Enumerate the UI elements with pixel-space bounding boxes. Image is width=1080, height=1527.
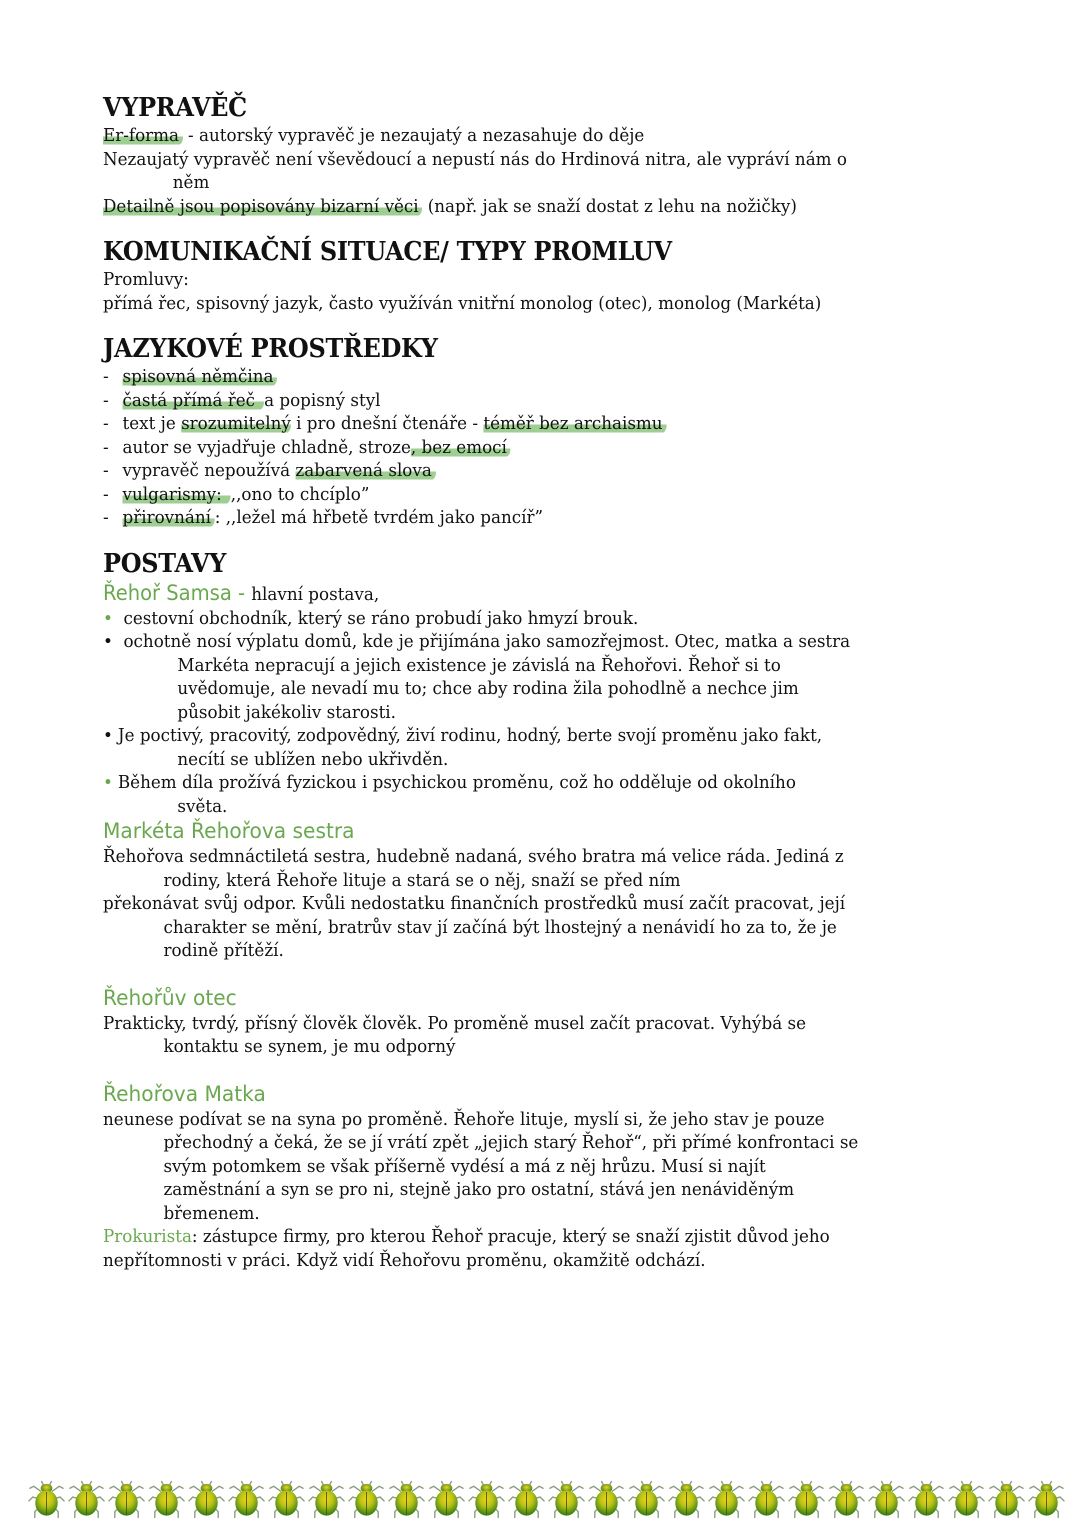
name-dash: - [231,580,252,605]
text-line-continued: zaměstnání a syn se pro ni, stejně jako pro ostatní, stává jen nenáviděným [163,1179,795,1200]
highlighted-text: téměř bez archaismu [483,413,666,434]
text-span: i pro dnešní čtenáře - [290,413,484,434]
section-title: KOMUNIKAČNÍ SITUACE/ TYPY PROMLUV [103,237,672,267]
highlighted-text: Detailně jsou popisovány bizarní věci [103,196,422,217]
beetle-icon [627,1478,666,1520]
character-prokurista [103,1225,1003,1272]
character-name: Řehoř Samsa [103,580,232,605]
section-title: VYPRAVĚČ [103,93,247,123]
text-line: Promluvy: [103,269,189,290]
text-line-continued: rodině přítěží. [163,940,284,961]
text-span: : zástupce firmy, pro kterou Řehoř pracuje, který se snaží zjistit důvod jeho [191,1226,830,1247]
beetle-icon [147,1478,186,1520]
highlighted-text: přirovnání [123,507,215,528]
text-line: překonávat svůj odpor. Kvůli nedostatku finančních prostředků musí začít pracovat, její [103,893,846,914]
beetle-icon [1027,1478,1066,1520]
highlighted-text: vulgarismy: [123,484,231,505]
character-matka [103,1081,1003,1226]
section-title: JAZYKOVÉ PROSTŘEDKY [103,334,438,364]
section-title: POSTAVY [103,548,227,579]
beetle-icon [387,1478,426,1520]
text-line-continued: světa. [177,795,228,817]
beetle-icon [27,1478,66,1520]
bullet-item [103,724,940,748]
text-span: vypravěč nepoužívá [122,460,296,481]
section-jazyk [103,333,1003,530]
bullet-item [103,771,940,795]
text-line-continued: charakter se mění, bratrův stav jí začíná být lhostejný a nenávidí ho za to, že je [163,916,837,938]
dash-marker: - [103,460,109,481]
character-otec [103,985,1003,1059]
highlighted-text: častá přímá řeč [123,390,265,411]
dash-marker: - [103,507,109,528]
text-span: Je poctivý, pracovitý, zodpovědný, živí rodinu, hodný, berte svojí proměnu jako fakt, [117,725,823,746]
beetle-icon [107,1478,146,1520]
beetle-icon [347,1478,386,1520]
text-line: Prakticky, tvrdý, přísný člověk člověk. Po proměně musel začít pracovat. Vyhýbá se [103,1012,807,1034]
beetle-icon [907,1478,946,1520]
text-line: neunese podívat se na syna po proměně. Řehoře lituje, myslí si, že jeho stav je pouze [103,1108,825,1130]
beetle-icon [987,1478,1026,1520]
dash-marker: - [103,483,109,505]
character-name: Řehořova Matka [103,1081,266,1106]
text-span: ochotně nosí výplatu domů, kde je přijímána jako samozřejmost. Otec, matka a sestra [123,631,851,652]
character-name: Markéta Řehořova sestra [103,819,355,843]
dash-marker: - [103,413,109,434]
section-postavy [103,548,1003,1273]
highlighted-text: Er-forma [103,125,183,146]
bullet-marker: • [103,607,113,629]
beetle-icon [427,1478,466,1520]
bullet-marker: • [103,725,113,746]
dash-marker: - [103,366,109,387]
character-marketa [103,818,1003,963]
beetle-icon [227,1478,266,1520]
text-line-continued: rodiny, která Řehoře lituje a stará se o něj, snaží se před ním [163,869,681,891]
text-line: Řehořova sedmnáctiletá sestra, hudebně nadaná, svého bratra má velice ráda. Jediná z [103,846,844,867]
text-line: Nezaujatý vypravěč není vševědoucí a nepustí nás do Hrdinová nitra, ale vypráví nám o [103,148,847,170]
character-role: hlavní postava, [251,583,380,605]
list-item [103,459,940,483]
text-line [103,1225,940,1249]
text-line: nepřítomnosti v práci. Když vidí Řehořovu proměnu, okamžitě odchází. [103,1249,706,1271]
beetle-icon [547,1478,586,1520]
text-line-continued: břemenem. [163,1202,260,1224]
text-span: ,,ono to chcíplo” [230,483,370,505]
beetle-icon [867,1478,906,1520]
section-komunikace [103,236,1003,315]
character-name: Prokurista [103,1226,192,1247]
text-span: Během díla prožívá fyzickou i psychickou proměnu, což ho odděluje od okolního [117,772,796,793]
text-line-continued: svým potomkem se však příšerně vydésí a má z něj hrůzu. Musí si najít [163,1155,766,1177]
text-line-continued: necítí se ublížen nebo ukřivděn. [177,748,449,770]
beetle-icon [187,1478,226,1520]
highlighted-text: zabarvená slova [295,460,435,481]
text-line-continued: něm [172,172,210,193]
text-span: text je [122,413,182,434]
list-item [103,506,940,530]
text-span: autor se vyjadřuje chladně, stroze [122,436,411,458]
list-item [103,483,940,507]
beetle-icon [947,1478,986,1520]
section-vypravec [103,92,1003,218]
beetle-icon [667,1478,706,1520]
text-span: : ,,ležel má hřbetě tvrdém jako pancíř” [214,507,544,528]
dash-marker: - [103,389,109,411]
dash-list [103,365,1003,530]
highlighted-text: srozumitelný [181,413,291,434]
character-name: Řehořův otec [103,985,237,1010]
bullet-item [103,607,940,631]
dash-marker: - [103,436,109,458]
bullet-marker: • [103,772,113,793]
beetle-icon [587,1478,626,1520]
beetle-icon [787,1478,826,1520]
text-span: a popisný styl [264,389,381,411]
text-line: přímá řec, spisovný jazyk, často využíván vnitřní monolog (otec), monolog (Markéta) [103,292,822,314]
text-line-continued: kontaktu se synem, je mu odporný [163,1036,456,1057]
highlighted-text: , bez emocí [411,437,511,458]
text-line [103,124,940,148]
bullet-marker: • [103,631,113,652]
list-item [103,436,940,460]
beetle-border [27,1478,1066,1520]
beetle-icon [67,1478,106,1520]
character-rehor [103,580,1003,819]
text-span: (např. jak se snaží dostat z lehu na nožičky) [422,195,797,217]
text-line-continued: Markéta nepracují a jejich existence je závislá na Řehořovi. Řehoř si to [177,654,781,676]
text-line-continued: přechodný a čeká, že se jí vrátí zpět „jejich starý Řehoř“, při přímé konfrontaci se [163,1132,859,1153]
text-span: cestovní obchodník, který se ráno probudí jako hmyzí brouk. [123,607,639,629]
list-item [103,412,940,436]
character-header [103,580,940,607]
text-span: - autorský vypravěč je nezaujatý a nezasahuje do děje [182,125,645,146]
beetle-icon [827,1478,866,1520]
text-line-continued: uvědomuje, ale nevadí mu to; chce aby rodina žila pohodlně a nechce jim [177,678,799,699]
highlighted-text: spisovná němčina [123,366,278,387]
beetle-icon [507,1478,546,1520]
text-line-continued: působit jakékoliv starosti. [177,701,396,723]
bullet-item [103,630,940,654]
beetle-icon [307,1478,346,1520]
beetle-icon [707,1478,746,1520]
document-page [103,92,1003,1272]
beetle-icon [467,1478,506,1520]
list-item [103,365,940,389]
text-line [103,195,940,219]
beetle-icon [267,1478,306,1520]
beetle-icon [747,1478,786,1520]
list-item [103,389,940,413]
